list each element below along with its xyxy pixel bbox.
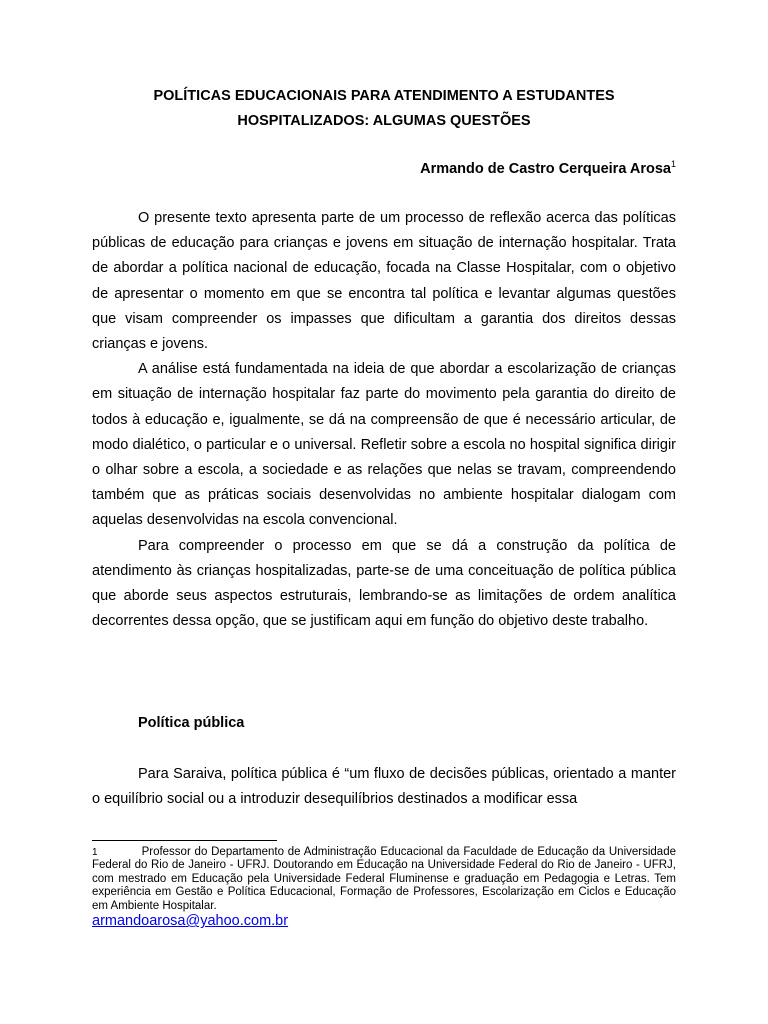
author-line [420,159,676,179]
intro-body [92,206,676,634]
footnote-mark: 1 [92,847,98,858]
document-page [92,0,676,1024]
footnote [92,846,676,930]
footnote-divider [92,840,277,841]
section-paragraph: Para Saraiva, política pública é “um fluxo de decisões públicas, orientado a manter o equilíbrio social ou a introduzir desequilíbrios destinados a modificar essa [92,766,676,808]
author-email-link[interactable]: armandoarosa@yahoo.com.br [92,913,289,930]
document-title [92,84,676,134]
paragraph-3: Para compreender o processo em que se dá a construção da política de atendimento às crianças hospitalizadas, parte-se de uma conceituação de política pública que aborde seus aspectos estruturais, lembrando-se as limitações de ordem analítica decorrentes dessa opção, que se justificam aqui em função do objetivo deste trabalho. [92,537,676,630]
paragraph-2: A análise está fundamentada na ideia de que abordar a escolarização de crianças em situação de internação hospitalar faz parte do movimento pela garantia do direito de todos à educação e, igualmente, se dá na compreensão de que é necessário articular, de modo dialético, o particular e o universal. Refletir sobre a escola no hospital significa dirigir o olhar sobre a escola, a sociedade e as relações que nelas se travam, compreendendo também que as práticas sociais desenvolvidas no ambiente hospitalar dialogam com aquelas desenvolvidas na escola convencional. [92,361,676,529]
author-name: Armando de Castro Cerqueira Arosa [420,161,671,177]
section-heading: Política pública [138,715,245,731]
footnote-text: Professor do Departamento de Administração Educacional da Faculdade de Educação da Universidade Federal do Rio de Janeiro - UFRJ. Doutorando em Educação na Universidade Federal do Rio de Janeiro - UFRJ, com mestrado em Educação pela Universidade Federal Fluminense e graduação em Pedagogia e Letras. Tem experiência em Gestão e Política Educacional, Formação de Professores, Escolarização em Ciclos e Educação em Ambiente Hospitalar. [92,846,676,912]
author-footnote-mark: 1 [670,159,676,170]
paragraph-1: O presente texto apresenta parte de um processo de reflexão acerca das políticas públicas de educação para crianças e jovens em situação de internação hospitalar. Trata de abordar a política nacional de educação, focada na Classe Hospitalar, com o objetivo de apresentar o momento em que se encontra tal política e levantar algumas questões que visam compreender os impasses que dificultam a garantia dos direitos dessas crianças e jovens. [92,210,676,353]
title-line-1: POLÍTICAS EDUCACIONAIS PARA ATENDIMENTO A ESTUDANTES [153,88,615,104]
section-body [92,762,676,812]
title-line-2: HOSPITALIZADOS: ALGUMAS QUESTÕES [237,113,531,129]
